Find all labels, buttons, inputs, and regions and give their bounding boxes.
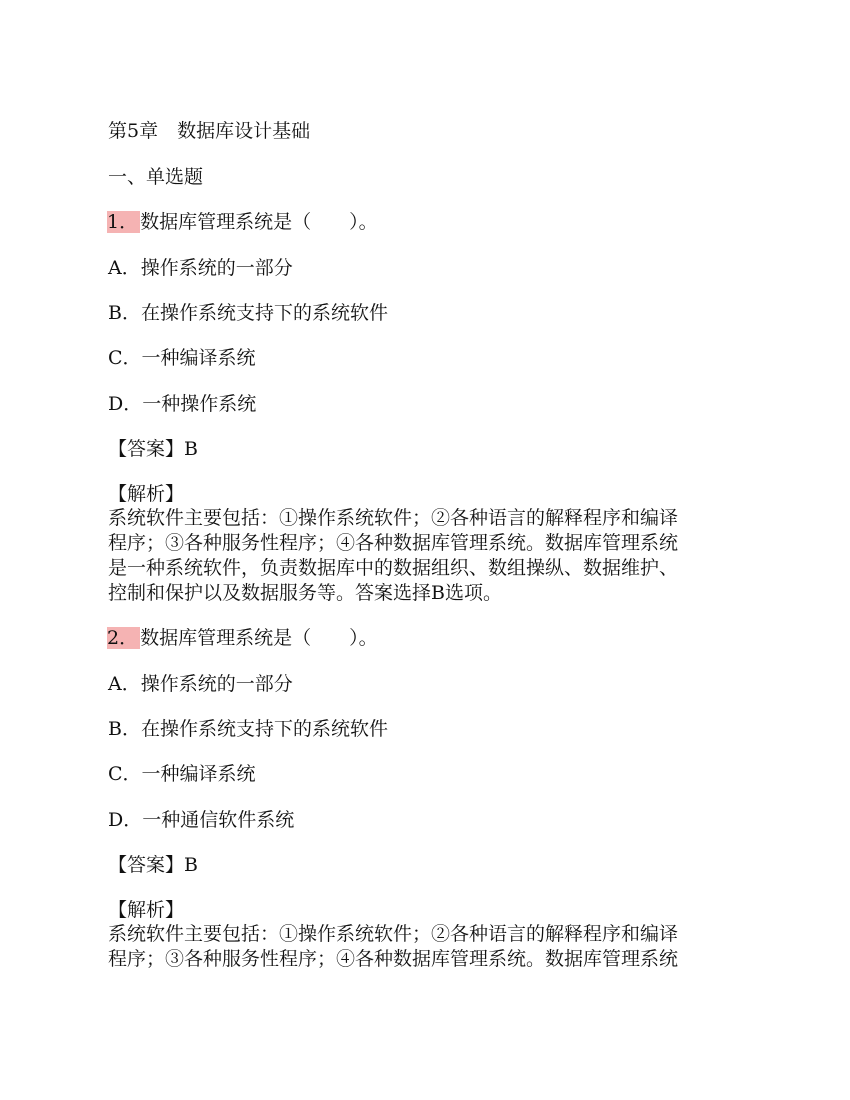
question-2-option-b: B．在操作系统支持下的系统软件 — [108, 718, 388, 740]
question-2-option-a: A．操作系统的一部分 — [108, 673, 293, 695]
question-1-analysis-label: 【解析】 — [108, 483, 185, 505]
section-title: 一、单选题 — [108, 166, 204, 188]
analysis-line: 程序；③各种服务性程序；④各种数据库管理系统。数据库管理系统 — [108, 532, 679, 554]
question-1-number: 1． — [107, 211, 139, 233]
question-1-stem: 数据库管理系统是（ ）。 — [140, 211, 378, 233]
question-1-option-b: B．在操作系统支持下的系统软件 — [108, 302, 388, 324]
question-1-answer: 【答案】B — [108, 438, 198, 460]
question-2-analysis — [108, 922, 738, 972]
question-1-option-a: A．操作系统的一部分 — [108, 257, 293, 279]
question-2-stem: 数据库管理系统是（ ）。 — [140, 627, 378, 649]
question-1-option-c: C．一种编译系统 — [108, 347, 256, 369]
question-2-number: 2． — [107, 627, 139, 649]
question-2-answer: 【答案】B — [108, 854, 198, 876]
analysis-line: 程序；③各种服务性程序；④各种数据库管理系统。数据库管理系统 — [108, 948, 679, 970]
question-2-option-c: C．一种编译系统 — [108, 763, 256, 785]
question-2-stem-line — [108, 626, 378, 650]
question-2-analysis-label: 【解析】 — [108, 899, 185, 921]
analysis-line: 系统软件主要包括：①操作系统软件；②各种语言的解释程序和编译 — [108, 923, 679, 945]
chapter-title: 第5章 数据库设计基础 — [108, 120, 311, 142]
question-1-analysis — [108, 506, 738, 606]
analysis-line: 是一种系统软件，负责数据库中的数据组织、数组操纵、数据维护、 — [108, 557, 679, 579]
analysis-line: 控制和保护以及数据服务等。答案选择B选项。 — [108, 582, 502, 604]
question-1-stem-line — [108, 210, 378, 234]
question-1-option-d: D．一种操作系统 — [108, 393, 257, 415]
analysis-line: 系统软件主要包括：①操作系统软件；②各种语言的解释程序和编译 — [108, 507, 679, 529]
question-2-option-d: D．一种通信软件系统 — [108, 809, 295, 831]
